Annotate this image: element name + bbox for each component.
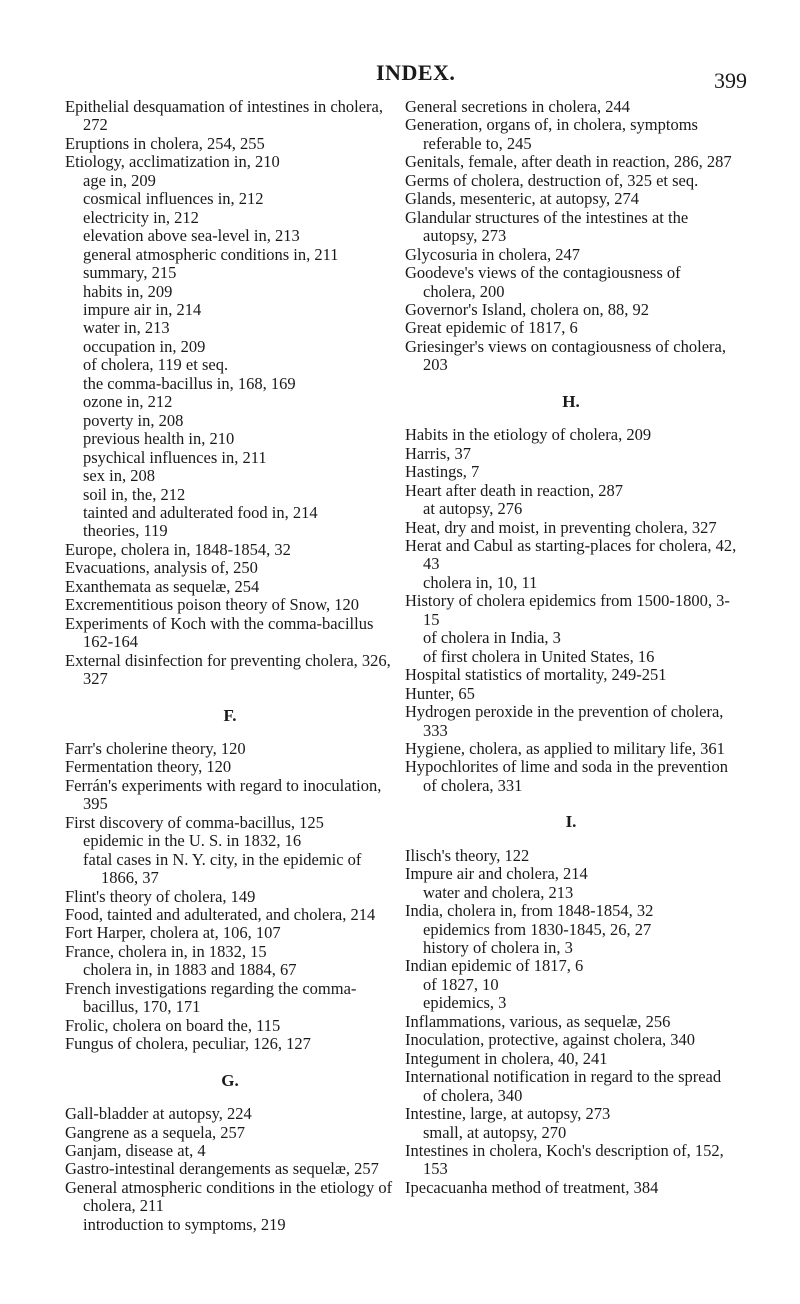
index-subentry: soil in, the, 212 xyxy=(83,484,186,504)
index-entry: History of cholera epidemics from 1500-1800, 3-15 xyxy=(405,591,730,629)
index-entry: Heart after death in reaction, 287 xyxy=(405,480,624,500)
index-entry: First discovery of comma-bacillus, 125 xyxy=(65,812,324,832)
index-subentry: habits in, 209 xyxy=(83,281,173,301)
index-entry: France, cholera in, in 1832, 15 xyxy=(65,941,267,961)
index-subentry: history of cholera in, 3 xyxy=(423,938,573,958)
index-entry: Hunter, 65 xyxy=(405,683,475,703)
index-subentry: impure air in, 214 xyxy=(83,299,202,319)
index-subentry: summary, 215 xyxy=(83,263,177,283)
index-entry: Europe, cholera in, 1848-1854, 32 xyxy=(65,539,291,559)
index-subentry: psychical influences in, 211 xyxy=(83,447,267,467)
index-entry: Genitals, female, after death in reaction, 286, 287 xyxy=(405,152,732,172)
index-entry: Generation, organs of, in cholera, symptoms referable to, 245 xyxy=(405,115,698,153)
index-column-right xyxy=(405,98,737,1197)
index-subentry: occupation in, 209 xyxy=(83,336,206,356)
index-entry: External disinfection for preventing cholera, 326, 327 xyxy=(65,650,391,689)
index-entry: Governor's Island, cholera on, 88, 92 xyxy=(405,299,649,319)
index-subentry: small, at autopsy, 270 xyxy=(423,1122,567,1142)
index-subentry: cholera in, in 1883 and 1884, 67 xyxy=(83,960,297,980)
index-entry: Fungus of cholera, peculiar, 126, 127 xyxy=(65,1034,311,1054)
index-entry: International notification in regard to the spread of cholera, 340 xyxy=(405,1067,722,1105)
page-title: INDEX. xyxy=(376,60,456,85)
index-entry: Frolic, cholera on board the, 115 xyxy=(65,1015,281,1035)
index-subentry: general atmospheric conditions in, 211 xyxy=(83,244,339,264)
index-entry: Gall-bladder at autopsy, 224 xyxy=(65,1104,252,1124)
index-subentry: the comma-bacillus in, 168, 169 xyxy=(83,373,296,393)
index-entry: Eruptions in cholera, 254, 255 xyxy=(65,133,265,153)
index-entry: India, cholera in, from 1848-1854, 32 xyxy=(405,901,654,921)
index-subentry: cosmical influences in, 212 xyxy=(83,189,264,209)
index-entry: Farr's cholerine theory, 120 xyxy=(65,738,246,758)
page-number: 399 xyxy=(714,68,747,93)
index-entry: Evacuations, analysis of, 250 xyxy=(65,558,258,578)
index-entry: Epithelial desquamation of intestines in cholera, 272 xyxy=(65,97,383,135)
index-entry: Indian epidemic of 1817, 6 xyxy=(405,956,584,976)
index-entry: Griesinger's views on contagiousness of cholera, 203 xyxy=(405,336,726,375)
index-entry: Glycosuria in cholera, 247 xyxy=(405,244,581,264)
index-entry: Flint's theory of cholera, 149 xyxy=(65,886,256,906)
index-subentry: of 1827, 10 xyxy=(423,974,499,994)
index-entry: Fort Harper, cholera at, 106, 107 xyxy=(65,923,281,943)
index-entry: General secretions in cholera, 244 xyxy=(405,97,630,116)
index-entry: Glandular structures of the intestines at the autopsy, 273 xyxy=(405,207,689,246)
index-subentry: water in, 213 xyxy=(83,318,170,338)
section-letter: F. xyxy=(223,705,237,725)
index-subentry: tainted and adulterated food in, 214 xyxy=(83,502,318,522)
index-entry: Inflammations, various, as sequelæ, 256 xyxy=(405,1011,671,1031)
index-entry: Etiology, acclimatization in, 210 xyxy=(65,152,280,172)
index-entry: Germs of cholera, destruction of, 325 et seq. xyxy=(405,170,699,190)
index-entry: Hydrogen peroxide in the prevention of cholera, 333 xyxy=(405,702,724,740)
index-entry: Goodeve's views of the contagiousness of cholera, 200 xyxy=(405,263,681,301)
index-subentry: previous health in, 210 xyxy=(83,429,235,449)
index-entry: Impure air and cholera, 214 xyxy=(405,864,588,884)
index-subentry: age in, 209 xyxy=(83,170,156,190)
index-subentry: of first cholera in United States, 16 xyxy=(423,646,655,666)
index-entry: Experiments of Koch with the comma-bacillus 162-164 xyxy=(65,613,374,652)
index-entry: Gastro-intestinal derangements as sequelæ, 257 xyxy=(65,1159,379,1179)
index-subentry: introduction to symptoms, 219 xyxy=(83,1214,286,1234)
index-subentry: of cholera, 119 et seq. xyxy=(83,355,229,375)
index-entry: General atmospheric conditions in the etiology of cholera, 211 xyxy=(65,1177,393,1216)
index-subentry: electricity in, 212 xyxy=(83,207,199,227)
index-subentry: theories, 119 xyxy=(83,521,168,541)
index-entry: Great epidemic of 1817, 6 xyxy=(405,318,578,338)
index-subentry: cholera in, 10, 11 xyxy=(423,572,538,592)
index-subentry: ozone in, 212 xyxy=(83,392,173,412)
index-entry: Hypochlorites of lime and soda in the prevention of cholera, 331 xyxy=(405,757,729,795)
index-subentry: epidemic in the U. S. in 1832, 16 xyxy=(83,831,302,851)
index-subentry: sex in, 208 xyxy=(83,466,155,486)
index-entry: Intestines in cholera, Koch's description of, 152, 153 xyxy=(405,1141,724,1179)
index-entry: Exanthemata as sequelæ, 254 xyxy=(65,576,260,596)
index-entry: Glands, mesenteric, at autopsy, 274 xyxy=(405,189,639,209)
section-letter: H. xyxy=(562,391,580,411)
index-subentry: of cholera in India, 3 xyxy=(423,628,561,648)
index-entry: Ipecacuanha method of treatment, 384 xyxy=(405,1177,659,1197)
index-subentry: epidemics from 1830-1845, 26, 27 xyxy=(423,919,652,939)
index-entry: Gangrene as a sequela, 257 xyxy=(65,1122,246,1142)
index-column-left xyxy=(65,98,395,1234)
index-entry: Excrementitious poison theory of Snow, 120 xyxy=(65,595,360,615)
index-entry: Hospital statistics of mortality, 249-251 xyxy=(405,665,667,685)
index-entry: Habits in the etiology of cholera, 209 xyxy=(405,425,652,445)
index-entry: Food, tainted and adulterated, and cholera, 214 xyxy=(65,905,376,925)
index-subentry: at autopsy, 276 xyxy=(423,499,523,519)
index-subentry: poverty in, 208 xyxy=(83,410,184,430)
index-entry: Hastings, 7 xyxy=(405,462,480,482)
index-entry: Heat, dry and moist, in preventing cholera, 327 xyxy=(405,517,717,537)
index-subentry: fatal cases in N. Y. city, in the epidemic of 1866, 37 xyxy=(83,849,362,888)
index-entry: Ilisch's theory, 122 xyxy=(405,845,530,865)
index-entry: Hygiene, cholera, as applied to military life, 361 xyxy=(405,738,725,758)
index-subentry: water and cholera, 213 xyxy=(423,882,574,902)
index-entry: Ferrán's experiments with regard to inoculation, 395 xyxy=(65,775,382,814)
index-subentry: epidemics, 3 xyxy=(423,993,507,1013)
page-header xyxy=(0,60,800,93)
index-entry: Ganjam, disease at, 4 xyxy=(65,1141,206,1161)
index-subentry: elevation above sea-level in, 213 xyxy=(83,226,300,246)
section-letter: G. xyxy=(221,1070,239,1090)
index-entry: French investigations regarding the comma-bacillus, 170, 171 xyxy=(65,978,357,1017)
section-letter: I. xyxy=(565,812,577,832)
index-entry: Herat and Cabul as starting-places for cholera, 42, 43 xyxy=(405,535,737,574)
index-entry: Harris, 37 xyxy=(405,443,471,463)
index-entry: Integument in cholera, 40, 241 xyxy=(405,1048,608,1068)
index-entry: Intestine, large, at autopsy, 273 xyxy=(405,1104,611,1124)
index-entry: Inoculation, protective, against cholera, 340 xyxy=(405,1030,696,1050)
index-entry: Fermentation theory, 120 xyxy=(65,757,232,777)
